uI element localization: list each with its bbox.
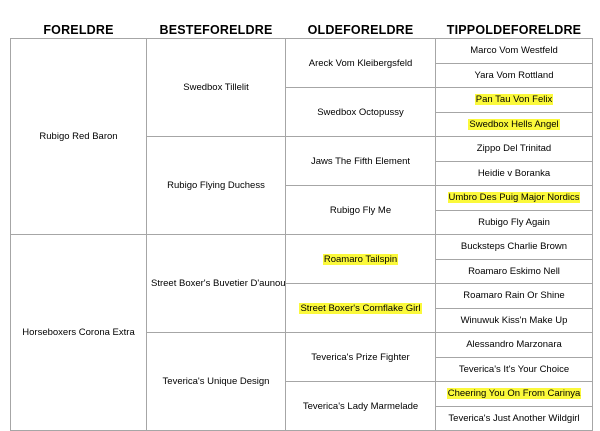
great-great-grandparent-name: Bucksteps Charlie Brown [460, 241, 568, 253]
great-grandparent-cell [286, 382, 436, 431]
pedigree-table [10, 21, 593, 431]
header-row [11, 21, 593, 39]
great-great-grandparent-cell [436, 210, 593, 235]
great-grandparent-cell [286, 137, 436, 186]
great-great-grandparent-name: Cheering You On From Carinya [447, 388, 581, 400]
great-grandparent-cell [286, 39, 436, 88]
header-foreldre: FORELDRE [43, 22, 114, 37]
great-great-grandparent-name: Zippo Del Trinitad [476, 143, 552, 155]
grandparent-name: Teverica's Unique Design [162, 376, 270, 387]
great-great-grandparent-name: Umbro Des Puig Major Nordics [448, 192, 580, 204]
great-great-grandparent-cell [436, 406, 593, 431]
great-great-grandparent-cell [436, 382, 593, 407]
great-great-grandparent-name: Roamaro Rain Or Shine [463, 290, 565, 302]
great-great-grandparent-name: Winuwuk Kiss'n Make Up [460, 314, 568, 326]
grandparent-cell [147, 39, 286, 137]
great-grandparent-cell [286, 284, 436, 333]
pedigree-body [11, 39, 593, 431]
great-grandparent-name: Areck Vom Kleibergsfeld [308, 57, 413, 69]
great-great-grandparent-name: Swedbox Hells Angel [469, 118, 559, 130]
great-great-grandparent-cell [436, 235, 593, 260]
great-great-grandparent-name: Teverica's It's Your Choice [458, 363, 570, 375]
great-great-grandparent-cell [436, 137, 593, 162]
parent-name: Horseboxers Corona Extra [22, 327, 135, 338]
great-grandparent-name: Jaws The Fifth Element [310, 155, 411, 167]
great-great-grandparent-name: Yara Vom Rottland [474, 69, 554, 81]
great-grandparent-cell [286, 88, 436, 137]
great-grandparent-cell [286, 186, 436, 235]
great-great-grandparent-cell [436, 88, 593, 113]
great-grandparent-name: Swedbox Octopussy [317, 106, 404, 118]
great-great-grandparent-name: Teverica's Just Another Wildgirl [448, 412, 580, 424]
great-great-grandparent-name: Roamaro Eskimo Nell [468, 265, 560, 277]
great-grandparent-cell [286, 333, 436, 382]
great-great-grandparent-name: Rubigo Fly Again [478, 216, 550, 228]
great-great-grandparent-name: Pan Tau Von Felix [475, 94, 553, 106]
grandparent-cell [147, 235, 286, 333]
header-oldeforeldre: OLDEFORELDRE [307, 22, 414, 37]
great-great-grandparent-name: Marco Vom Westfeld [470, 45, 558, 57]
parent-cell [11, 235, 147, 431]
great-great-grandparent-cell [436, 112, 593, 137]
parent-name: Rubigo Red Baron [39, 131, 118, 142]
great-grandparent-name: Rubigo Fly Me [329, 204, 392, 216]
pedigree-row [11, 235, 593, 260]
grandparent-name: Street Boxer's Buvetier D'aunou [151, 278, 286, 289]
great-grandparent-name: Teverica's Prize Fighter [311, 351, 410, 363]
header-tippoldeforeldre: TIPPOLDEFORELDRE [446, 22, 582, 37]
great-great-grandparent-cell [436, 333, 593, 358]
great-great-grandparent-cell [436, 186, 593, 211]
grandparent-name: Rubigo Flying Duchess [167, 180, 265, 191]
parent-cell [11, 39, 147, 235]
grandparent-cell [147, 137, 286, 235]
great-great-grandparent-cell [436, 161, 593, 186]
great-grandparent-name: Roamaro Tailspin [323, 253, 398, 265]
great-great-grandparent-cell [436, 284, 593, 309]
pedigree-row [11, 39, 593, 64]
great-grandparent-cell [286, 235, 436, 284]
great-great-grandparent-cell [436, 39, 593, 64]
great-great-grandparent-name: Alessandro Marzonara [466, 339, 562, 351]
great-great-grandparent-cell [436, 308, 593, 333]
great-great-grandparent-cell [436, 259, 593, 284]
great-great-grandparent-name: Heidie v Boranka [477, 167, 551, 179]
grandparent-cell [147, 333, 286, 431]
great-great-grandparent-cell [436, 357, 593, 382]
header-besteforeldre: BESTEFORELDRE [159, 22, 273, 37]
great-grandparent-name: Teverica's Lady Marmelade [302, 400, 419, 412]
grandparent-name: Swedbox Tillelit [183, 82, 249, 93]
great-great-grandparent-cell [436, 63, 593, 88]
great-grandparent-name: Street Boxer's Cornflake Girl [300, 302, 421, 314]
